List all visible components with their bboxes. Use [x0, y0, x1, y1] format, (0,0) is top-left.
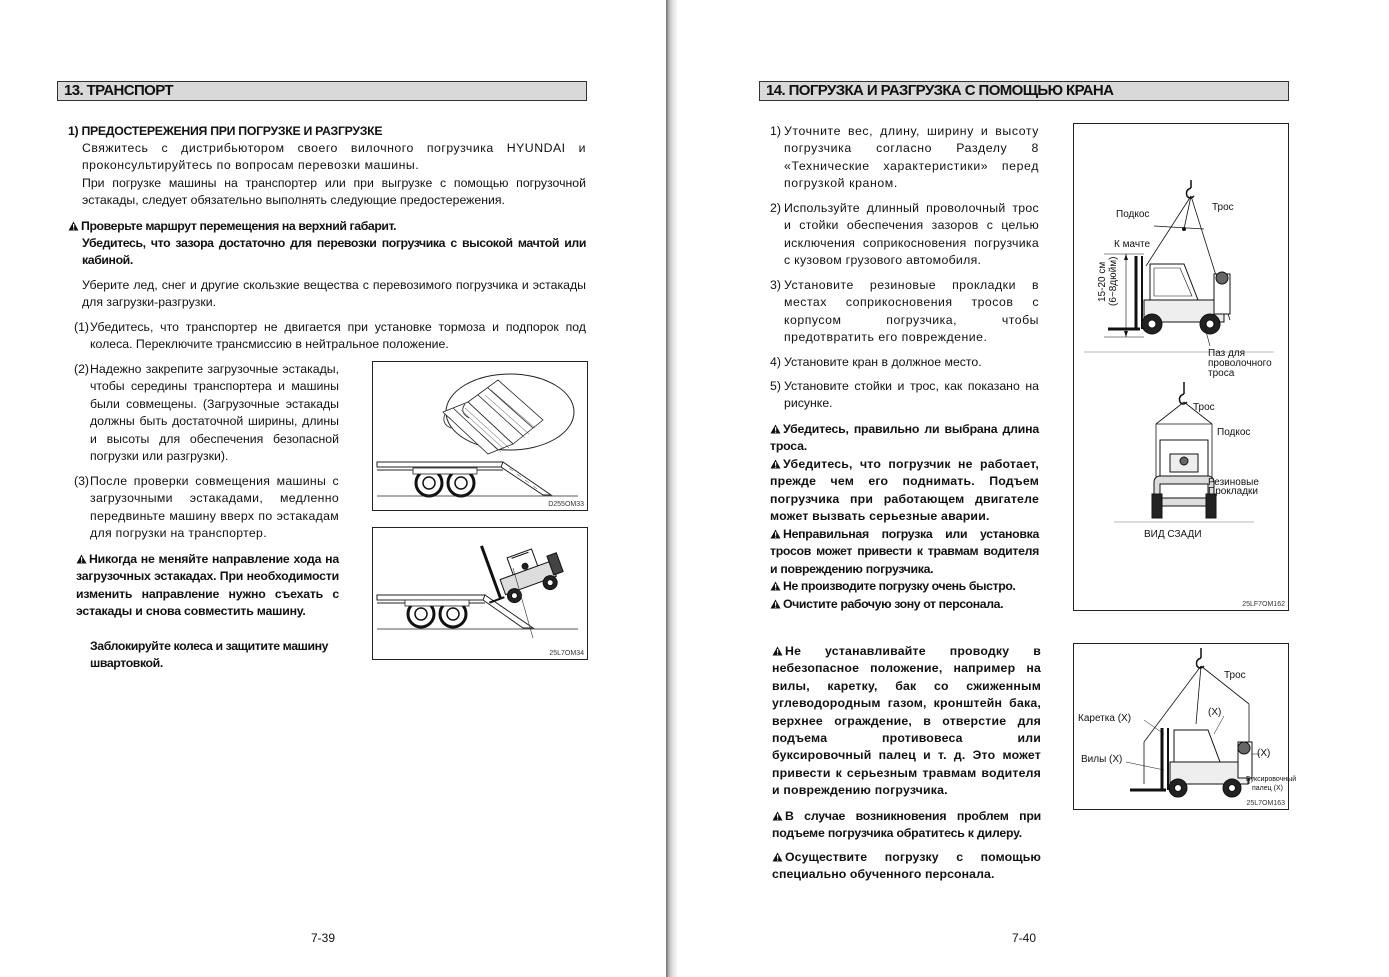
item-number: 2) [770, 201, 781, 215]
label-cable-rear: Трос [1193, 402, 1215, 413]
warning-direction: Никогда не меняйте направление хода на загрузочных эстакадах. При необходимости изменить направление нужно съехать с эстакады и снова совместить машину. [76, 552, 339, 619]
label-brace-rear: Подкос [1217, 427, 1251, 438]
figure-unsafe-cable-points [1073, 643, 1297, 810]
label-rear-view: ВИД СЗАДИ [1144, 529, 1202, 540]
warning-clearance: Проверьте маршрут перемещения на верхний габарит. [68, 218, 588, 235]
figure-loading-ramps [372, 361, 588, 511]
label-x-top: (X) [1208, 707, 1222, 718]
item-number: 4) [770, 355, 781, 369]
item-text: Установите стойки и трос, как показано на рисунке. [784, 379, 1039, 411]
intro-paragraph-1: Свяжитесь с дистрибьютором своего вилочного погрузчика HYUNDAI и проконсультируйтесь по вопросам перевозки машины. [82, 141, 586, 173]
label-carriage: Каретка (X) [1078, 713, 1132, 724]
figure-forklift-on-ramp [372, 527, 588, 660]
label-rubber-pads-1: Резиновые [1208, 477, 1259, 488]
item-text: Надежно закрепите загрузочные эстакады, чтобы середины транспортера и машины были совмещены. (Загрузочные эстакады должны быть достаточной ширины, длины и высоты для обеспечения безопасной погрузки или разгрузки). [90, 362, 339, 464]
figure-code: 25L7OM163 [1246, 800, 1285, 807]
warning-icon [770, 529, 781, 539]
figure-crane-lifting [1073, 123, 1289, 611]
page-number: 7-39 [311, 931, 336, 945]
item-text: Установите резиновые прокладки в местах соприкосновения тросов с корпусом погрузчика, чтобы предотвратить его повреждение. [784, 278, 1039, 345]
item-number: (3) [74, 474, 90, 488]
label-x-counterweight: (X) [1257, 748, 1271, 759]
warning-icon [772, 811, 783, 821]
item-number: (1) [74, 320, 90, 334]
label-height-inches: (6~8дюйм) [1108, 256, 1119, 306]
item-text: После проверки совмещения машины с загрузочными эстакадами, медленно передвиньте машину вверх по эстакадам для погрузки на транспортер. [90, 474, 339, 541]
label-rubber-pads-2: Прокладки [1208, 486, 1258, 497]
label-height: 15-20 см [1097, 261, 1108, 302]
warning-cable-placement: Не устанавливайте проводку в небезопасное положение, например на вилы, каретку, бак со сжиженным углеводородным газом, кронштейн бака, верхнее ограждение, в отверстие для подъема противовеса или буксировочный палец и т. д. Это может привести к серьезным травмам водителя и повреждению погрузчика. [772, 644, 1041, 798]
label-tow-pin-2: палец (X) [1252, 785, 1283, 792]
label-tow-pin-1: Буксировочный [1246, 776, 1297, 783]
page-right [677, 0, 1389, 977]
item-number: (2) [74, 362, 90, 376]
warning-icon [772, 852, 783, 862]
figure-code: 25L7OM34 [549, 650, 584, 657]
warning-slow-loading: Не производите погрузку очень быстро. [770, 578, 1039, 595]
item-number: 3) [770, 278, 781, 292]
warning-icon [770, 459, 781, 469]
page-number: 7-40 [1012, 931, 1037, 945]
label-cable: Трос [1212, 202, 1234, 213]
figure-code: 25LF7OM162 [1242, 601, 1285, 608]
subheading: 1) ПРЕДОСТЕРЕЖЕНИЯ ПРИ ПОГРУЗКЕ И РАЗГРУЗКЕ [68, 124, 383, 138]
item-text: Уточните вес, длину, ширину и высоту погрузчика согласно Разделу 8 «Технические характеристики» перед погрузкой краном. [784, 124, 1039, 191]
warning-icon [770, 599, 781, 609]
note-ice: Уберите лед, снег и другие скользкие вещества с перевозимого погрузчика и эстакады для загрузки-разгрузки. [82, 278, 586, 310]
warning-contact-dealer: В случае возникновения проблем при подъеме погрузчика обратитесь к дилеру. [772, 809, 1041, 841]
warning-cable-length: Убедитесь, правильно ли выбрана длина троса. [770, 422, 1039, 454]
warning-clear-area: Очистите рабочую зону от персонала. [770, 596, 1039, 613]
label-cable-slot-1: Паз для [1208, 348, 1246, 359]
item-text: Используйте длинный проволочный трос и стойки обеспечения зазоров с целью исключения соприкосновения погрузчика с кузовом грузового автомобиля. [784, 201, 1039, 268]
figure-code: D255OM33 [548, 501, 584, 508]
label-cable-slot-3: троса [1208, 368, 1235, 379]
book-gutter [666, 0, 677, 977]
label-cable-slot-2: проволочного [1208, 358, 1272, 369]
item-number: 5) [770, 379, 781, 393]
warning-icon [770, 424, 781, 434]
ramp-illustration [373, 362, 587, 510]
item-number: 1) [770, 124, 781, 138]
warning-engine-off: Убедитесь, что погрузчик не работает, прежде чем его поднимать. Подъем погрузчика при работающем двигателе может вызвать серьезные аварии. [770, 457, 1039, 524]
page-left [0, 0, 666, 977]
warning-clearance-detail: Убедитесь, что зазора достаточно для перевозки погрузчика с высокой мачтой или кабиной. [82, 236, 586, 268]
warning-icon [772, 646, 783, 656]
section-title: 13. ТРАНСПОРТ [57, 81, 587, 101]
item-text: Убедитесь, что транспортер не двигается при установке тормоза и подпорок под колеса. Переключите трансмиссию в нейтральное положение. [90, 320, 586, 352]
intro-paragraph-2: При погрузке машины на транспортер или при выгрузке с помощью погрузочной эстакады, следует обязательно выполнять следующие предостережения. [82, 176, 586, 208]
section-title: 14. ПОГРУЗКА И РАЗГРУЗКА С ПОМОЩЬЮ КРАНА [759, 81, 1289, 101]
warning-trained-staff: Осуществите погрузку с помощью специально обученного персонала. [772, 850, 1041, 882]
label-to-mast: К мачте [1114, 239, 1151, 250]
warning-icon [68, 221, 79, 231]
warning-icon [770, 581, 781, 591]
item-text: Установите кран в должное место. [784, 355, 982, 369]
warning-improper-loading: Неправильная погрузка или установка тросов может привести к травмам водителя и повреждению погрузчика. [770, 527, 1039, 576]
warning-icon [76, 554, 87, 564]
label-cable: Трос [1224, 670, 1246, 681]
label-brace: Подкос [1116, 209, 1150, 220]
forklift-ramp-illustration [373, 528, 587, 659]
label-forks: Вилы (X) [1081, 754, 1123, 765]
warning-blocking: Заблокируйте колеса и защитите машину швартовкой. [90, 639, 329, 671]
